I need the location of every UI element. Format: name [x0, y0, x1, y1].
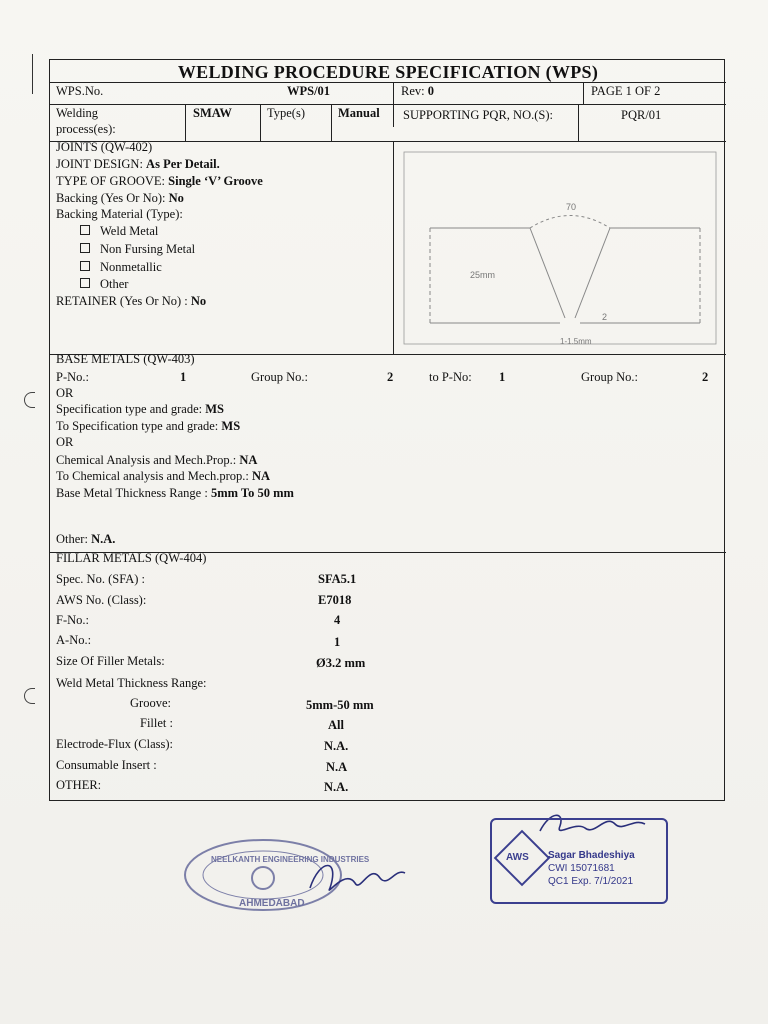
pno-value: 1	[180, 370, 187, 384]
checkbox-icon	[80, 278, 90, 288]
sketch-frame	[404, 152, 716, 344]
wps-form	[49, 59, 725, 801]
fillet-label: Fillet :	[140, 716, 173, 730]
ano-value: 1	[334, 635, 341, 649]
stamp-city: AHMEDABAD	[239, 898, 305, 909]
fno-label: F-No.:	[56, 613, 89, 627]
electrode-flux-label: Electrode-Flux (Class):	[56, 737, 173, 751]
checkbox-icon	[80, 243, 90, 253]
ano-label: A-No.:	[56, 633, 92, 647]
signature-stroke	[310, 866, 405, 891]
electrode-flux-value: N.A.	[324, 739, 349, 753]
aws-class-value: E7018	[318, 593, 352, 607]
joint-detail-sketch	[400, 148, 722, 348]
base-other: Other: N.A.	[56, 532, 116, 546]
rev-label: Rev: 0	[401, 84, 434, 98]
group2-label: Group No.:	[581, 370, 638, 384]
inspector-qc: QC1 Exp. 7/1/2021	[548, 876, 634, 887]
filler-metals-heading: FILLAR METALS (QW-404)	[56, 551, 207, 565]
to-pno-value: 1	[499, 370, 506, 384]
joint-design: JOINT DESIGN: As Per Detail.	[56, 157, 220, 171]
fillet-value: All	[328, 718, 344, 732]
pqr-value: PQR/01	[621, 108, 662, 122]
seal-logo-text: AWS	[506, 852, 529, 863]
to-pno-label: to P-No:	[429, 370, 472, 384]
or-1: OR	[56, 386, 74, 400]
chem-analysis: Chemical Analysis and Mech.Prop.: NA	[56, 453, 258, 467]
consumable-insert-label: Consumable Insert :	[56, 758, 157, 772]
consumable-insert-value: N.A	[326, 760, 348, 774]
filler-other-label: OTHER:	[56, 778, 102, 792]
checkbox-icon	[80, 225, 90, 235]
stamp-company-name: NEELKANTH ENGINEERING INDUSTRIES	[211, 855, 370, 864]
welding-label: Welding	[56, 106, 99, 120]
weld-thickness-label: Weld Metal Thickness Range:	[56, 676, 207, 690]
thickness-range: Base Metal Thickness Range : 5mm To 50 mm	[56, 486, 294, 500]
sketch-angle-label: 70	[566, 202, 577, 212]
pno-label: P-No.:	[56, 370, 89, 384]
groove-type: TYPE OF GROOVE: Single ‘V’ Groove	[56, 174, 263, 188]
filler-spec-value: SFA5.1	[318, 572, 357, 586]
process-label: process(es):	[56, 122, 116, 136]
page-edge-mark	[32, 54, 33, 94]
groove-label: Groove:	[130, 696, 171, 710]
wps-no-value: WPS/01	[287, 84, 331, 98]
group-value: 2	[387, 370, 394, 384]
page-title: WELDING PROCEDURE SPECIFICATION (WPS)	[177, 62, 599, 82]
filler-spec-label: Spec. No. (SFA) :	[56, 572, 146, 586]
joints-heading: JOINTS (QW-402)	[56, 140, 153, 154]
fno-value: 4	[334, 613, 341, 627]
filler-size-label: Size Of Filler Metals:	[56, 654, 165, 668]
option-weld-metal: Weld Metal	[80, 224, 158, 239]
to-chem-analysis: To Chemical analysis and Mech.prop.: NA	[56, 469, 271, 483]
inspector-seal	[490, 818, 668, 904]
checkbox-icon	[80, 261, 90, 271]
option-nonmetallic: Nonmetallic	[80, 260, 162, 275]
aws-class-label: AWS No. (Class):	[56, 593, 147, 607]
sketch-bottom-label: 1-1.5mm	[560, 337, 592, 346]
types-value: Manual	[338, 106, 380, 120]
signature-company	[300, 848, 420, 908]
group-label: Group No.:	[251, 370, 308, 384]
retainer: RETAINER (Yes Or No) : No	[56, 294, 207, 308]
spec-grade: Specification type and grade: MS	[56, 402, 224, 416]
process-value: SMAW	[193, 106, 232, 120]
to-spec-grade: To Specification type and grade: MS	[56, 419, 241, 433]
angle-arc	[530, 216, 610, 229]
option-other: Other	[80, 277, 128, 292]
types-label: Type(s)	[267, 106, 306, 120]
pqr-label: SUPPORTING PQR, NO.(S):	[403, 108, 553, 122]
group2-value: 2	[702, 370, 709, 384]
base-metals-heading: BASE METALS (QW-403)	[56, 352, 195, 366]
backing-material-label: Backing Material (Type):	[56, 207, 183, 221]
bevel-left	[530, 228, 565, 318]
punch-hole-mark	[24, 392, 35, 408]
stamp-logo-icon	[252, 867, 274, 889]
or-2: OR	[56, 435, 74, 449]
wps-no-label: WPS.No.	[56, 84, 104, 98]
groove-value: 5mm-50 mm	[306, 698, 374, 712]
punch-hole-mark	[24, 688, 35, 704]
page-number: PAGE 1 OF 2	[591, 84, 661, 98]
inspector-cwi: CWI 15071681	[548, 863, 615, 874]
sketch-gap-label: 2	[602, 312, 608, 322]
rev-value: 0	[427, 84, 434, 98]
filler-other-value: N.A.	[324, 780, 349, 794]
bevel-right	[575, 228, 610, 318]
inspector-name: Sagar Bhadeshiya	[548, 850, 635, 861]
filler-size-value: Ø3.2 mm	[316, 656, 366, 670]
option-non-fursing-metal: Non Fursing Metal	[80, 242, 195, 257]
sketch-thickness-label: 25mm	[470, 270, 496, 280]
backing: Backing (Yes Or No): No	[56, 191, 184, 205]
